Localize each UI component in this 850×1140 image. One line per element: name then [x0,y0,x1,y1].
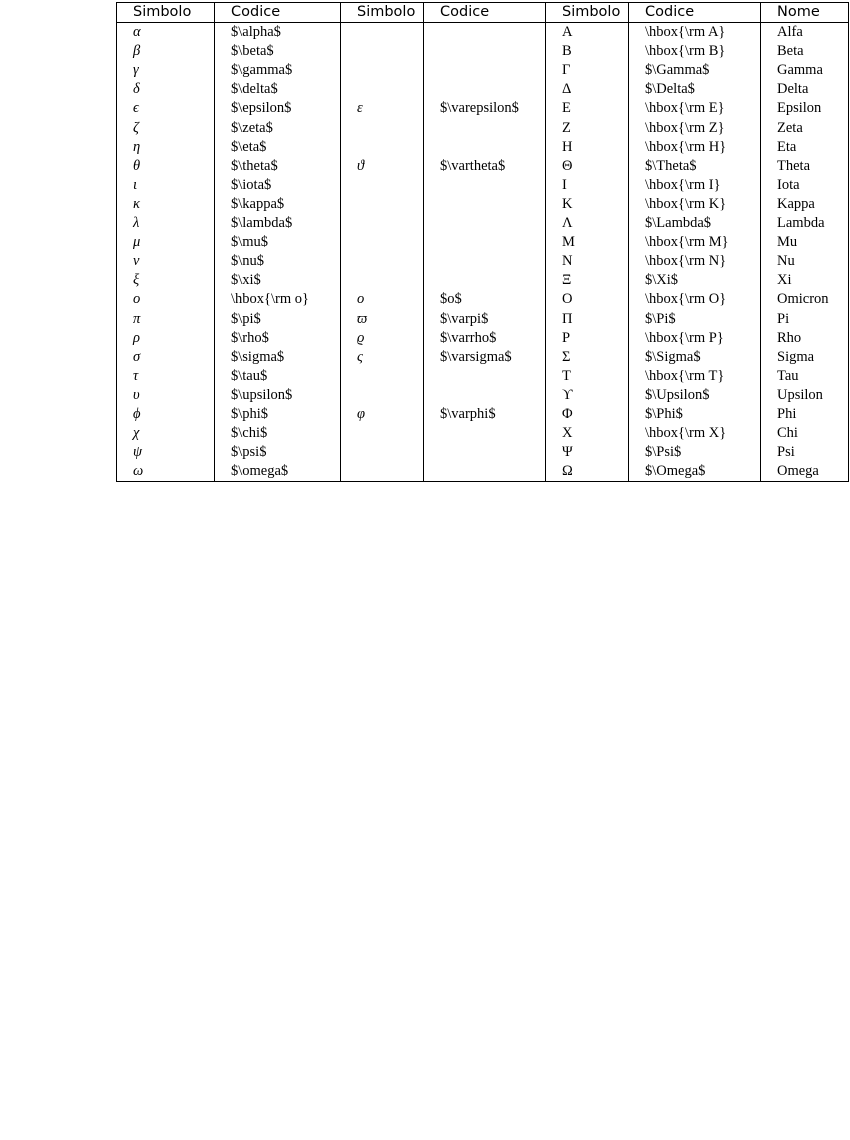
symbol-upper-cell: ϒ [546,386,629,405]
symbol-upper-cell: T [546,367,629,386]
code-lower-cell: $\nu$ [215,252,341,271]
table-row [117,42,849,61]
code-lower-cell: $\gamma$ [215,61,341,80]
symbol-variant-cell [341,443,424,462]
code-lower-cell: $\psi$ [215,443,341,462]
code-upper-cell: \hbox{\rm B} [629,42,761,61]
table-row [117,386,849,405]
table-row [117,99,849,118]
letter-name-cell: Tau [761,367,849,386]
header-symbol-variant: Simbolo [341,3,424,23]
letter-name-cell: Eta [761,138,849,157]
symbol-upper-cell: Ξ [546,271,629,290]
symbol-upper-cell: B [546,42,629,61]
symbol-upper-cell: Ψ [546,443,629,462]
code-upper-cell: $\Delta$ [629,80,761,99]
letter-name-cell: Pi [761,310,849,329]
code-upper-cell: \hbox{\rm E} [629,99,761,118]
code-variant-cell [424,252,546,271]
symbol-variant-cell: ϑ [341,157,424,176]
letter-name-cell: Psi [761,443,849,462]
code-upper-cell: $\Lambda$ [629,214,761,233]
code-upper-cell: \hbox{\rm T} [629,367,761,386]
symbol-upper-cell: Z [546,119,629,138]
code-upper-cell: \hbox{\rm O} [629,290,761,309]
greek-letters-table [116,2,849,482]
symbol-upper-cell: K [546,195,629,214]
table-header [117,3,849,23]
letter-name-cell: Iota [761,176,849,195]
code-lower-cell: $\mu$ [215,233,341,252]
symbol-variant-cell [341,252,424,271]
symbol-lower-cell: ω [133,463,144,480]
symbol-lower-cell: α [133,24,141,41]
symbol-lower-cell: υ [133,386,140,403]
letter-name-cell: Omicron [761,290,849,309]
code-variant-cell: $\varsigma$ [424,348,546,367]
symbol-upper-cell: N [546,252,629,271]
code-lower-cell: $\omega$ [215,462,341,482]
code-lower-cell: $\chi$ [215,424,341,443]
symbol-lower-cell: ν [133,253,140,270]
symbol-variant-cell [341,61,424,80]
header-code-variant: Codice [424,3,546,23]
letter-name-cell: Sigma [761,348,849,367]
code-upper-cell: \hbox{\rm N} [629,252,761,271]
header-row [117,3,849,23]
code-upper-cell: $\Upsilon$ [629,386,761,405]
code-upper-cell: $\Xi$ [629,271,761,290]
symbol-lower-cell: η [133,138,141,155]
header-symbol-lower: Simbolo [117,3,215,23]
code-lower-cell: $\rho$ [215,329,341,348]
code-lower-cell: \hbox{\rm o} [215,290,341,309]
letter-name-cell: Theta [761,157,849,176]
code-variant-cell: $\varphi$ [424,405,546,424]
table-row [117,138,849,157]
letter-name-cell: Upsilon [761,386,849,405]
table-row [117,252,849,271]
symbol-upper-cell: H [546,138,629,157]
symbol-lower-cell: θ [133,157,141,174]
letter-name-cell: Rho [761,329,849,348]
code-upper-cell: \hbox{\rm P} [629,329,761,348]
table-row [117,157,849,176]
symbol-upper-cell: Π [546,310,629,329]
symbol-lower-cell: σ [133,348,141,365]
code-lower-cell: $\xi$ [215,271,341,290]
table-row [117,310,849,329]
symbol-variant-cell [341,367,424,386]
symbol-upper-cell: Σ [546,348,629,367]
symbol-variant-cell: ϖ [341,310,424,329]
header-symbol-upper: Simbolo [546,3,629,23]
table-row [117,329,849,348]
code-lower-cell: $\zeta$ [215,119,341,138]
code-variant-cell [424,61,546,80]
code-variant-cell [424,176,546,195]
code-variant-cell [424,42,546,61]
symbol-upper-cell: I [546,176,629,195]
symbol-variant-cell: ε [341,99,424,118]
symbol-lower-cell: ρ [133,329,140,346]
letter-name-cell: Beta [761,42,849,61]
code-lower-cell: $\theta$ [215,157,341,176]
symbol-lower-cell: ζ [133,119,139,136]
code-lower-cell: $\iota$ [215,176,341,195]
letter-name-cell: Zeta [761,119,849,138]
code-lower-cell: $\alpha$ [215,23,341,43]
code-variant-cell [424,443,546,462]
code-variant-cell: $\varrho$ [424,329,546,348]
symbol-variant-cell: ϱ [341,329,424,348]
header-code-lower: Codice [215,3,341,23]
code-lower-cell: $\epsilon$ [215,99,341,118]
header-code-upper: Codice [629,3,761,23]
code-variant-cell [424,233,546,252]
symbol-lower-cell: χ [133,425,140,442]
table-row [117,119,849,138]
symbol-upper-cell: Θ [546,157,629,176]
symbol-variant-cell [341,119,424,138]
letter-name-cell: Delta [761,80,849,99]
symbol-lower-cell: ϕ [133,405,141,422]
table-row [117,290,849,309]
code-lower-cell: $\pi$ [215,310,341,329]
code-lower-cell: $\kappa$ [215,195,341,214]
symbol-lower-cell: ξ [133,272,140,289]
code-upper-cell: \hbox{\rm H} [629,138,761,157]
letter-name-cell: Kappa [761,195,849,214]
letter-name-cell: Xi [761,271,849,290]
symbol-lower-cell: λ [133,215,140,232]
table-row [117,348,849,367]
symbol-variant-cell [341,424,424,443]
code-lower-cell: $\upsilon$ [215,386,341,405]
symbol-upper-cell: Δ [546,80,629,99]
letter-name-cell: Lambda [761,214,849,233]
code-variant-cell: $\vartheta$ [424,157,546,176]
table-row [117,443,849,462]
code-lower-cell: $\eta$ [215,138,341,157]
code-upper-cell: \hbox{\rm I} [629,176,761,195]
symbol-lower-cell: τ [133,367,139,384]
code-upper-cell: $\Omega$ [629,462,761,482]
table-row [117,61,849,80]
symbol-lower-cell: ι [133,176,138,193]
symbol-upper-cell: A [546,23,629,43]
code-variant-cell [424,367,546,386]
table-body [117,23,849,482]
symbol-upper-cell: P [546,329,629,348]
code-variant-cell [424,195,546,214]
symbol-variant-cell [341,138,424,157]
code-upper-cell: \hbox{\rm X} [629,424,761,443]
symbol-upper-cell: Φ [546,405,629,424]
code-variant-cell [424,424,546,443]
letter-name-cell: Phi [761,405,849,424]
symbol-variant-cell [341,233,424,252]
header-name: Nome [761,3,849,23]
table-row [117,176,849,195]
table-row [117,80,849,99]
symbol-variant-cell [341,23,424,43]
symbol-variant-cell [341,42,424,61]
code-variant-cell: $o$ [424,290,546,309]
code-lower-cell: $\delta$ [215,80,341,99]
code-variant-cell [424,386,546,405]
code-upper-cell: $\Phi$ [629,405,761,424]
table-row [117,214,849,233]
code-upper-cell: \hbox{\rm Z} [629,119,761,138]
table-row [117,271,849,290]
code-upper-cell: $\Theta$ [629,157,761,176]
symbol-variant-cell: ς [341,348,424,367]
code-variant-cell [424,271,546,290]
symbol-upper-cell: Λ [546,214,629,233]
symbol-upper-cell: O [546,290,629,309]
symbol-variant-cell [341,271,424,290]
code-upper-cell: $\Sigma$ [629,348,761,367]
table-row [117,405,849,424]
letter-name-cell: Gamma [761,61,849,80]
code-upper-cell: \hbox{\rm A} [629,23,761,43]
symbol-lower-cell: δ [133,81,140,98]
symbol-variant-cell [341,176,424,195]
code-upper-cell: $\Pi$ [629,310,761,329]
letter-name-cell: Nu [761,252,849,271]
symbol-lower-cell: μ [133,234,141,251]
code-upper-cell: $\Gamma$ [629,61,761,80]
symbol-variant-cell [341,214,424,233]
code-variant-cell [424,214,546,233]
code-variant-cell [424,138,546,157]
symbol-upper-cell: M [546,233,629,252]
code-variant-cell [424,462,546,482]
symbol-upper-cell: Γ [546,61,629,80]
code-variant-cell: $\varpi$ [424,310,546,329]
letter-name-cell: Mu [761,233,849,252]
code-lower-cell: $\tau$ [215,367,341,386]
code-lower-cell: $\sigma$ [215,348,341,367]
letter-name-cell: Alfa [761,23,849,43]
table-row [117,233,849,252]
symbol-variant-cell [341,462,424,482]
symbol-variant-cell [341,195,424,214]
code-variant-cell: $\varepsilon$ [424,99,546,118]
code-lower-cell: $\phi$ [215,405,341,424]
code-upper-cell: \hbox{\rm M} [629,233,761,252]
symbol-upper-cell: Ω [546,462,629,482]
symbol-upper-cell: X [546,424,629,443]
table-row [117,367,849,386]
symbol-upper-cell: E [546,99,629,118]
code-upper-cell: \hbox{\rm K} [629,195,761,214]
table-row [117,462,849,482]
symbol-variant-cell [341,386,424,405]
symbol-lower-cell: π [133,310,141,327]
code-lower-cell: $\lambda$ [215,214,341,233]
code-upper-cell: $\Psi$ [629,443,761,462]
symbol-lower-cell: κ [133,195,140,212]
symbol-lower-cell: ϵ [133,100,139,117]
table-row [117,23,849,43]
symbol-lower-cell: β [133,43,141,60]
code-variant-cell [424,119,546,138]
symbol-variant-cell [341,80,424,99]
symbol-lower-cell: γ [133,62,139,79]
letter-name-cell: Omega [761,462,849,482]
letter-name-cell: Chi [761,424,849,443]
symbol-variant-cell: o [341,290,424,309]
code-variant-cell [424,80,546,99]
symbol-lower-cell: ψ [133,444,143,461]
symbol-variant-cell: φ [341,405,424,424]
code-variant-cell [424,23,546,43]
symbol-lower-cell: o [133,291,141,308]
code-lower-cell: $\beta$ [215,42,341,61]
table-row [117,424,849,443]
table-row [117,195,849,214]
letter-name-cell: Epsilon [761,99,849,118]
